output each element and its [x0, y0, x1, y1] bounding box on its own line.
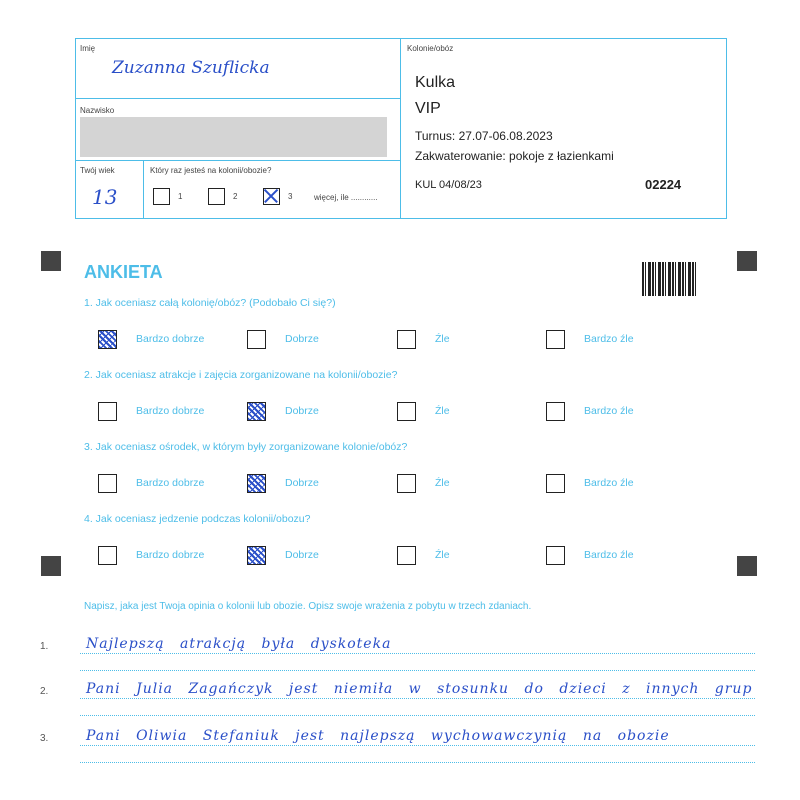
nazwisko-redacted: [80, 117, 387, 157]
question-1-checkbox-1[interactable]: [98, 330, 117, 349]
question-1-option-2-label: Dobrze: [285, 333, 319, 345]
question-2-text: 2. Jak oceniasz atrakcje i zajęcia zorganizowane na kolonii/obozie?: [84, 369, 398, 381]
question-2-checkbox-2[interactable]: [247, 402, 266, 421]
registration-marker-bottom-left: [41, 556, 61, 576]
question-3-checkbox-1[interactable]: [98, 474, 117, 493]
answer-3-text[interactable]: Pani Oliwia Stefaniuk jest najlepszą wychowawczynią na obozie: [86, 728, 670, 744]
question-3-checkbox-2[interactable]: [247, 474, 266, 493]
question-4-checkbox-4[interactable]: [546, 546, 565, 565]
ktory-raz-option-1: 1: [178, 192, 183, 201]
question-1-option-4-label: Bardzo źle: [584, 333, 634, 345]
question-3-checkbox-4[interactable]: [546, 474, 565, 493]
ktory-raz-label: Który raz jesteś na kolonii/obozie?: [150, 166, 272, 175]
question-3-option-2-label: Dobrze: [285, 477, 319, 489]
registration-marker-top-left: [41, 251, 61, 271]
question-4-checkbox-2[interactable]: [247, 546, 266, 565]
answer-1-number: 1.: [40, 641, 49, 652]
camp-number: 02224: [645, 177, 682, 192]
turnus: Turnus: 27.07-06.08.2023: [415, 129, 553, 143]
ktory-raz-checkbox-3[interactable]: [263, 188, 280, 205]
answer-1-line-extra: [80, 670, 755, 671]
question-2-checkbox-3[interactable]: [397, 402, 416, 421]
question-1-checkbox-3[interactable]: [397, 330, 416, 349]
opinion-prompt: Napisz, jaka jest Twoja opinia o kolonii lub obozie. Opisz swoje wrażenia z pobytu w trzech zdaniach.: [84, 601, 532, 612]
question-2-option-1-label: Bardzo dobrze: [136, 405, 205, 417]
question-1-text: 1. Jak oceniasz całą kolonię/obóz? (Podobało Ci się?): [84, 297, 336, 309]
question-2-option-2-label: Dobrze: [285, 405, 319, 417]
question-3-option-4-label: Bardzo źle: [584, 477, 634, 489]
question-1-option-3-label: Źle: [435, 333, 450, 345]
survey-title: ANKIETA: [84, 262, 163, 282]
question-4-text: 4. Jak oceniasz jedzenie podczas kolonii/obozu?: [84, 513, 311, 525]
question-3-option-3-label: Źle: [435, 477, 450, 489]
header-divider-nazwisko: [75, 160, 401, 161]
ktory-raz-checkbox-1[interactable]: [153, 188, 170, 205]
question-3-checkbox-3[interactable]: [397, 474, 416, 493]
question-4-checkbox-1[interactable]: [98, 546, 117, 565]
camp-name: Kulka: [415, 74, 456, 91]
answer-2-number: 2.: [40, 686, 49, 697]
question-1-checkbox-4[interactable]: [546, 330, 565, 349]
answer-1-text[interactable]: Najlepszą atrakcją była dyskoteka: [86, 636, 392, 652]
answer-3-line: [80, 745, 755, 746]
kolonie-label: Kolonie/obóz: [407, 44, 454, 53]
imie-label: Imię: [80, 44, 96, 53]
question-2-checkbox-1[interactable]: [98, 402, 117, 421]
header-divider-imie: [75, 98, 401, 99]
header-divider-wiek: [143, 160, 144, 219]
barcode: [642, 262, 698, 296]
nazwisko-label: Nazwisko: [80, 106, 115, 115]
camp-code: KUL 04/08/23: [415, 179, 482, 191]
answer-2-text[interactable]: Pani Julia Zagańczyk jest niemiła w stosunku do dzieci z innych grup: [86, 681, 753, 697]
question-2-checkbox-4[interactable]: [546, 402, 565, 421]
ktory-raz-option-2: 2: [233, 192, 238, 201]
answer-1-line: [80, 653, 755, 654]
zakwaterowanie: Zakwaterowanie: pokoje z łazienkami: [415, 149, 614, 163]
answer-2-line: [80, 698, 755, 699]
question-1-checkbox-2[interactable]: [247, 330, 266, 349]
question-4-checkbox-3[interactable]: [397, 546, 416, 565]
imie-value: Zuzanna Szuflicka: [112, 58, 270, 78]
question-2-option-3-label: Źle: [435, 405, 450, 417]
ktory-raz-checkbox-2[interactable]: [208, 188, 225, 205]
ktory-raz-option-3: 3: [288, 192, 293, 201]
question-4-option-4-label: Bardzo źle: [584, 549, 634, 561]
answer-3-number: 3.: [40, 733, 49, 744]
question-1-option-1-label: Bardzo dobrze: [136, 333, 205, 345]
question-2-option-4-label: Bardzo źle: [584, 405, 634, 417]
registration-marker-top-right: [737, 251, 757, 271]
question-4-option-1-label: Bardzo dobrze: [136, 549, 205, 561]
question-3-text: 3. Jak oceniasz ośrodek, w którym były zorganizowane kolonie/obóz?: [84, 441, 408, 453]
registration-marker-bottom-right: [737, 556, 757, 576]
header-divider-vertical: [400, 38, 401, 219]
question-3-option-1-label: Bardzo dobrze: [136, 477, 205, 489]
answer-2-line-extra: [80, 715, 755, 716]
wiecej-label: więcej, ile ............: [314, 193, 378, 202]
wiek-label: Twój wiek: [80, 166, 115, 175]
wiek-value: 13: [92, 185, 118, 209]
answer-3-line-extra: [80, 762, 755, 763]
question-4-option-3-label: Źle: [435, 549, 450, 561]
question-4-option-2-label: Dobrze: [285, 549, 319, 561]
camp-type: VIP: [415, 100, 441, 117]
